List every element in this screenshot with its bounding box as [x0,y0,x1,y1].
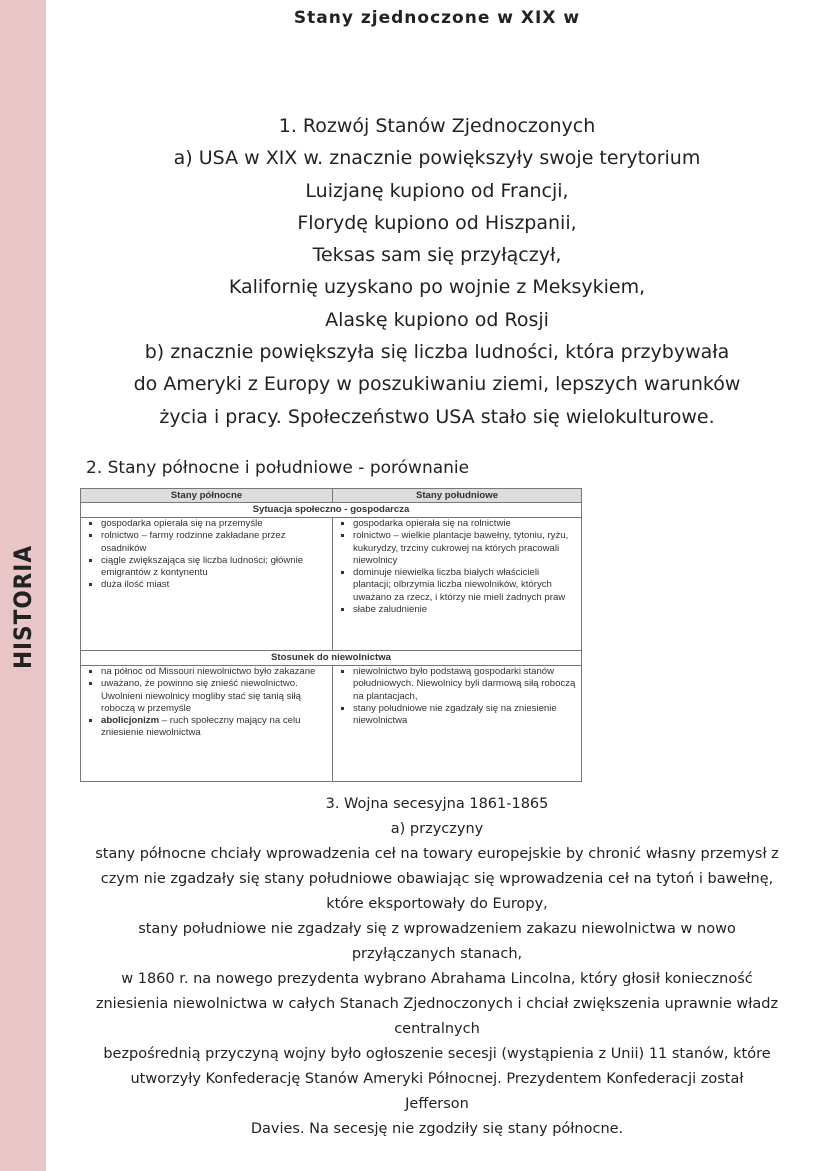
table-row [81,666,582,782]
list-item: ▪ gospodarka opierała się na przemyśle [101,518,328,530]
text-line: zniesienia niewolnictwa w całych Stanach Zjednoczonych i chciał zwiększenia uprawnie władz [95,996,779,1012]
section-1 [46,110,828,433]
section-title: Stosunek do niewolnictwa [81,651,582,666]
column-header-north: Stany północne [81,489,333,503]
subject-label: HISTORIA [9,544,37,670]
text-line: czym nie zgadzały się stany południowe obawiając się wprowadzenia ceł na tytoń i bawełnę, [100,871,774,887]
list-item: ▪ gospodarka opierała się na rolnictwie [353,518,577,530]
list-item: ▪ dominuje niewielka liczba białych właścicieli plantacji; olbrzymia liczba niewolników, których uważano za rzecz, i którzy nie mieli żadnych praw [353,567,577,604]
text-line: Jefferson [405,1096,469,1112]
text-line: przyłączanych stanach, [351,946,523,962]
list-item: ▪ ciągle zwiększająca się liczba ludności; głównie emigrantów z kontynentu [101,555,328,580]
page-title: Stany zjednoczone w XIX w [293,8,581,28]
section-3-heading: 3. Wojna secesyjna 1861-1865 [325,796,549,812]
sidebar-strip [0,0,46,1171]
section-3 [46,792,828,1142]
text-line: Davies. Na secesję nie zgodziły się stany północne. [250,1121,624,1137]
table-section-row [81,651,582,666]
north-cell [81,666,333,782]
list-item: ▪ stany południowe nie zgadzały się na zniesienie niewolnictwa [353,703,577,728]
text-line: które eksportowały do Europy, [326,896,548,912]
text-line: stany południowe nie zgadzały się z wprowadzeniem zakazu niewolnictwa w nowo [138,921,736,937]
table-header-row [81,489,582,503]
south-cell [333,518,582,651]
list-item: ▪ niewolnictwo było podstawą gospodarki stanów południowych. Niewolnicy byli darmową siłą roboczą na plantacjach, [353,666,577,703]
comparison-table [80,488,582,782]
list-item: ▪ na północ od Missouri niewolnictwo było zakazane [101,666,328,678]
section-title: Sytuacja społeczno - gospodarcza [81,503,582,518]
section-2-heading: 2. Stany północne i południowe - porównanie [86,458,470,478]
south-cell [333,666,582,782]
text-line: Luizjanę kupiono od Francji, [305,179,569,202]
subheading: a) przyczyny [390,821,484,837]
list-item: ▪ uważano, że powinno się znieść niewolnictwo. Uwolnieni niewolnicy mogliby stać się tanią siłą roboczą w przemyśle [101,678,328,715]
table-section-row [81,503,582,518]
section-1-heading: 1. Rozwój Stanów Zjednoczonych [278,115,596,137]
list-item [101,715,328,740]
north-cell [81,518,333,651]
text-line: w 1860 r. na nowego prezydenta wybrano Abrahama Lincolna, który głosił konieczność [121,971,753,987]
term-definition: – ruch społeczny mający na celu zniesienie niewolnictwa [101,715,301,739]
text-line: b) znacznie powiększyła się liczba ludności, która przybywała [144,341,730,364]
list-item: ▪ duża ilość miast [101,579,328,591]
text-line: Florydę kupiono od Hiszpanii, [297,211,577,234]
column-header-south: Stany południowe [333,489,582,503]
text-line: Teksas sam się przyłączył, [312,244,562,267]
text-line: do Ameryki z Europy w poszukiwaniu ziemi, lepszych warunków [133,373,741,396]
list-item: ▪ słabe zaludnienie [353,604,577,616]
table-row [81,518,582,651]
list-item: ▪ rolnictwo – wielkie plantacje bawełny, tytoniu, ryżu, kukurydzy, trzciny cukrowej na których pracowali niewolnicy [353,530,577,567]
text-line: centralnych [394,1021,480,1037]
text-line: stany północne chciały wprowadzenia ceł na towary europejskie by chronić własny przemysł z [95,846,779,862]
bold-term: abolicjonizm [101,715,160,727]
text-line: życia i pracy. Społeczeństwo USA stało się wielokulturowe. [159,405,715,428]
text-line: Kalifornię uzyskano po wojnie z Meksykiem, [228,276,646,299]
text-line: Alaskę kupiono od Rosji [325,308,549,331]
text-line: a) USA w XIX w. znacznie powiększyły swoje terytorium [173,147,701,170]
text-line: utworzyły Konfederację Stanów Ameryki Północnej. Prezydentem Konfederacji został [130,1071,744,1087]
text-line: bezpośrednią przyczyną wojny było ogłoszenie secesji (wystąpienia z Unii) 11 stanów, które [103,1046,771,1062]
list-item: ▪ rolnictwo – farmy rodzinne zakładane przez osadników [101,530,328,555]
